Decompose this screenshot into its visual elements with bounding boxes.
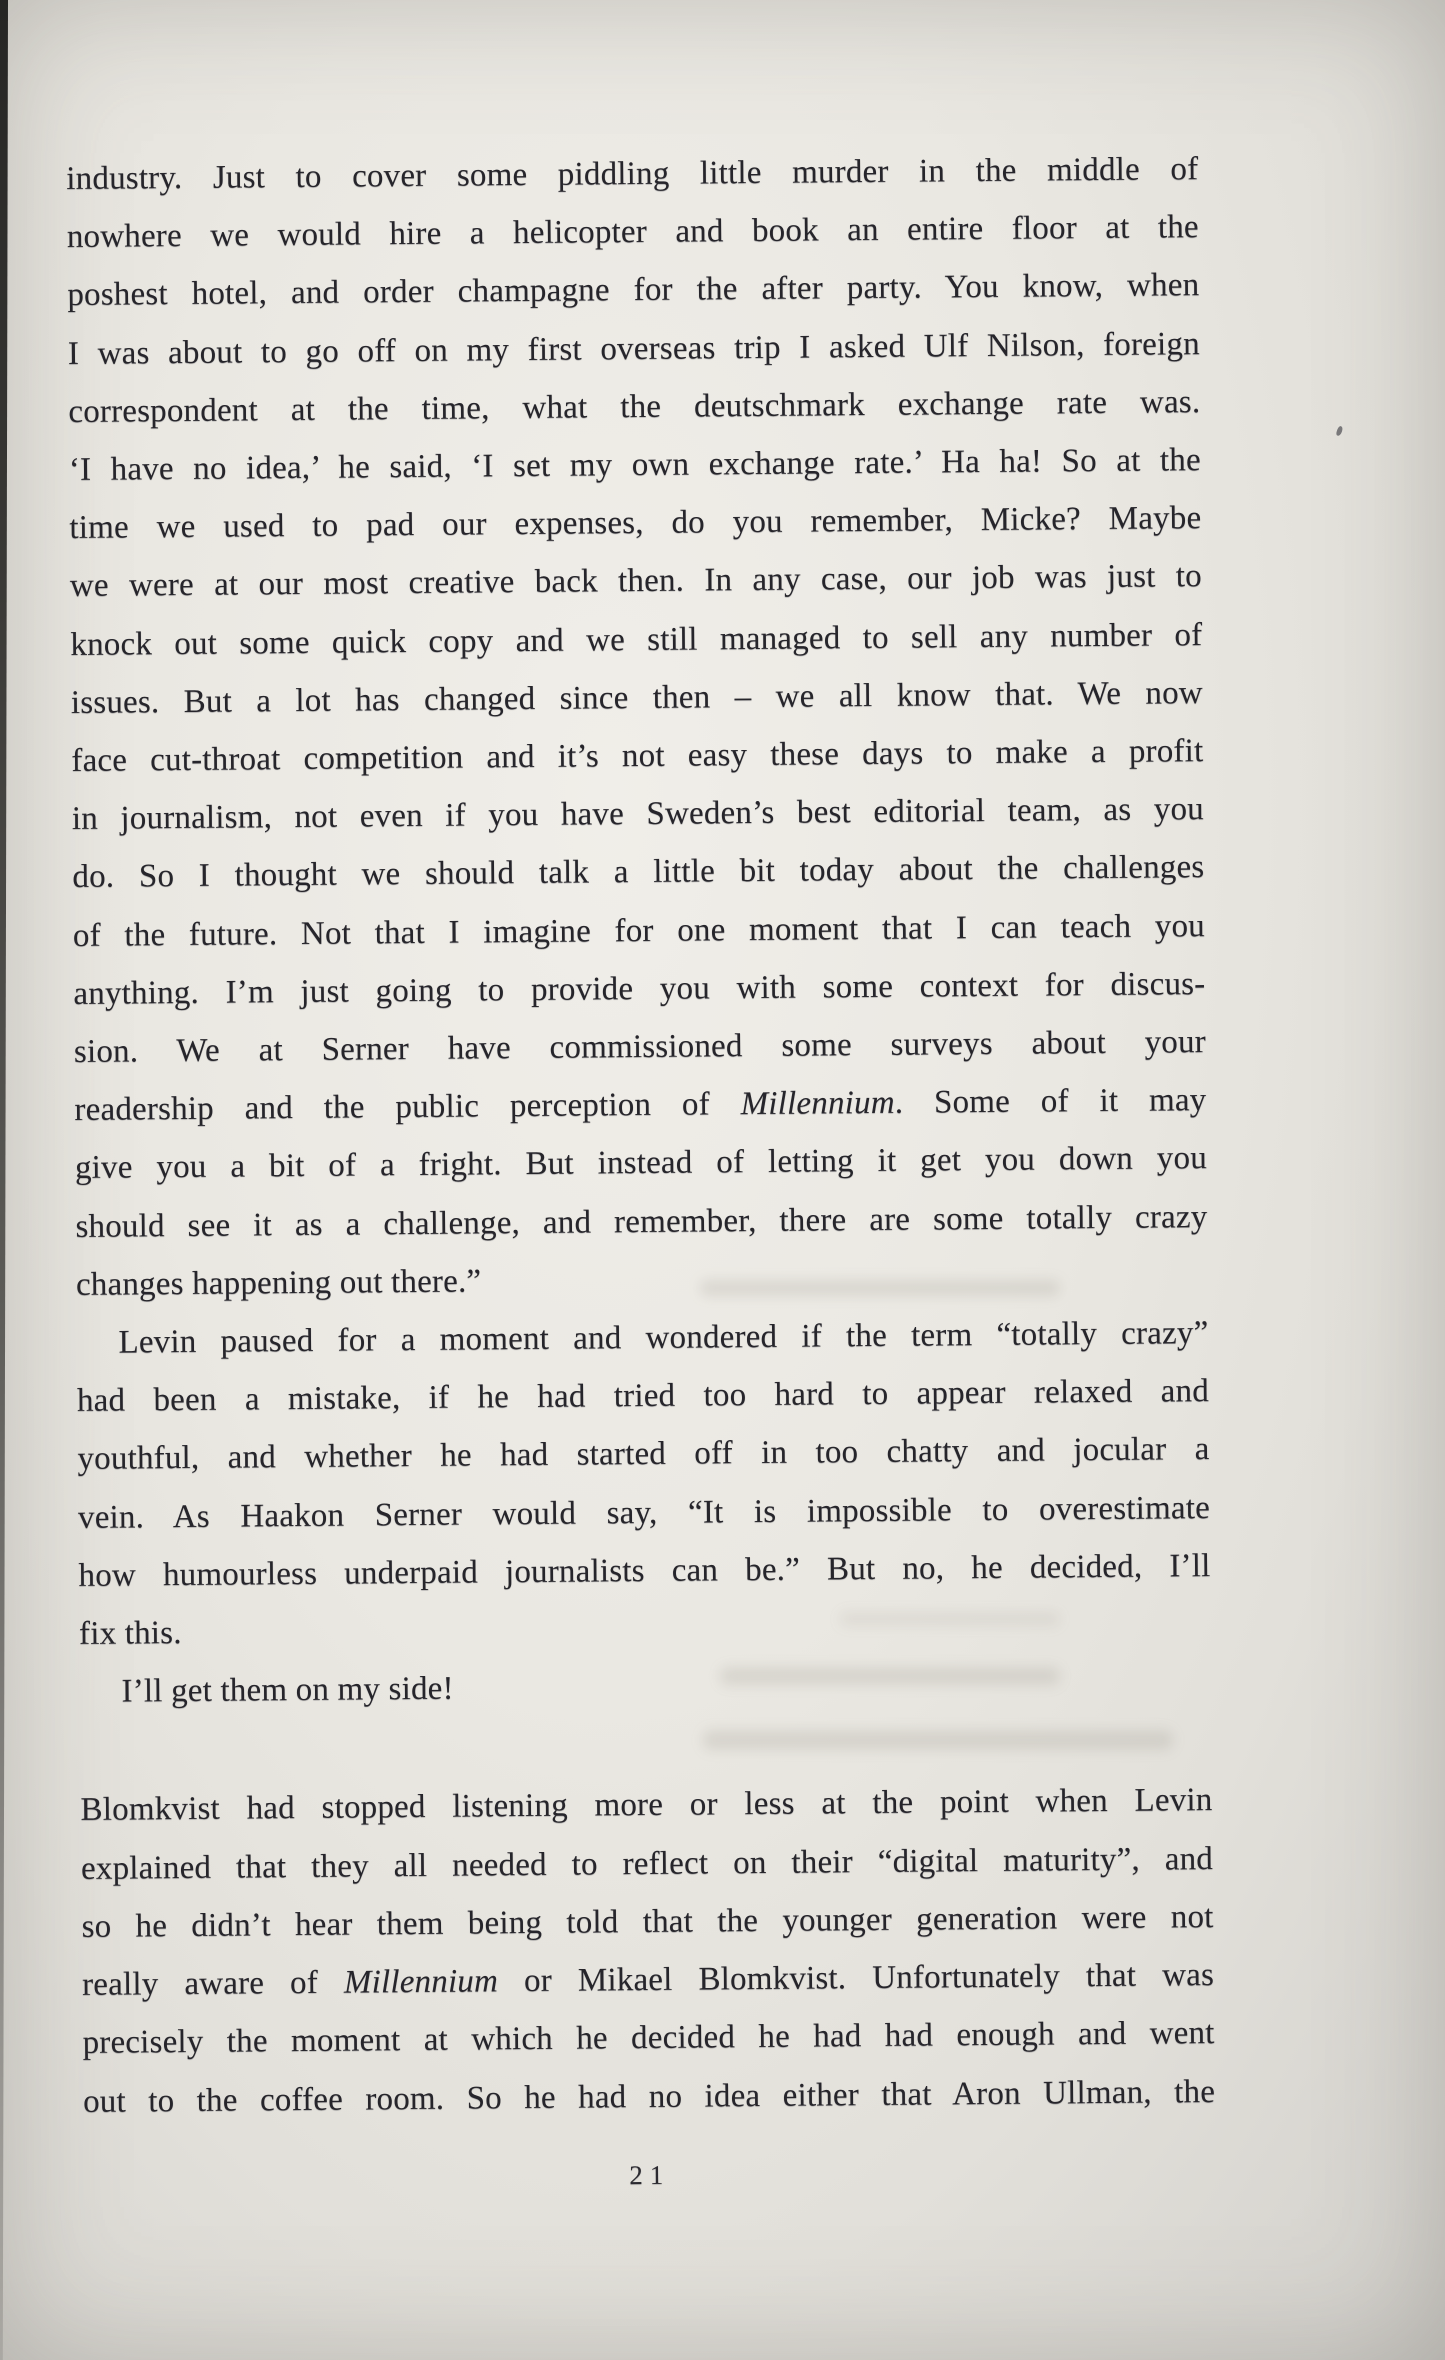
body-text: explained that they all needed to reflect on their “digital maturity”, and xyxy=(80,1840,1214,1887)
body-text: Blomkvist had stopped listening more or less at the point when Levin xyxy=(80,1782,1213,1829)
body-text: of the future. Not that I imagine for one moment that I can teach you xyxy=(72,907,1206,954)
paragraph xyxy=(80,1772,1215,2131)
text-line xyxy=(78,1479,1210,1547)
body-text: readership and the public perception of xyxy=(74,1086,741,1129)
text-line xyxy=(66,140,1198,208)
text-line xyxy=(71,664,1203,732)
text-line xyxy=(75,1130,1207,1198)
text-line xyxy=(82,1946,1214,2014)
body-text: youthful, and whether he had started off in too chatty and jocular a xyxy=(77,1431,1210,1478)
text-line xyxy=(70,606,1202,674)
text-line xyxy=(83,2063,1215,2131)
body-text: nowhere we would hire a helicopter and book an entire floor at the xyxy=(66,209,1199,256)
text-line xyxy=(75,1188,1207,1256)
text-line xyxy=(74,1071,1206,1139)
text-block xyxy=(66,140,1215,2131)
body-text: time we used to pad our expenses, do you remember, Micke? Maybe xyxy=(69,500,1202,547)
body-text: Levin paused for a moment and wondered if the term “totally crazy” xyxy=(118,1315,1209,1361)
body-text: had been a mistake, if he had tried too hard to appear relaxed and xyxy=(76,1373,1210,1420)
ink-speck xyxy=(1336,425,1344,436)
body-text: give you a bit of a fright. But instead of letting it get you down you xyxy=(74,1140,1208,1187)
body-text: we were at our most creative back then. In any case, our job was just to xyxy=(69,558,1203,605)
body-text: really aware of xyxy=(81,1964,345,2004)
text-line xyxy=(82,2004,1214,2072)
body-text: out to the coffee room. So he had no idea either that Aron Ullman, the xyxy=(82,2073,1216,2120)
text-line xyxy=(76,1304,1208,1372)
text-line xyxy=(71,722,1203,790)
body-text: ‘I have no idea,’ he said, ‘I set my own exchange rate.’ Ha ha! So at the xyxy=(68,442,1202,488)
text-line xyxy=(81,1888,1213,1956)
paragraph xyxy=(76,1304,1211,1663)
body-text: changes happening out there.” xyxy=(75,1263,482,1303)
paragraph xyxy=(79,1653,1211,1721)
text-line xyxy=(69,489,1201,557)
body-text: do. So I thought we should talk a little bit today about the challenges xyxy=(72,849,1205,896)
text-line xyxy=(73,897,1205,965)
body-text: so he didn’t hear them being told that the younger generation were not xyxy=(81,1898,1214,1945)
italic-text: Millennium xyxy=(343,1963,499,2001)
photo-edge xyxy=(0,0,8,2360)
body-text: should see it as a challenge, and remember, there are some totally crazy xyxy=(75,1198,1208,1245)
text-line xyxy=(77,1421,1209,1489)
body-text: poshest hotel, and order champagne for the after party. You know, when xyxy=(67,267,1200,314)
text-line xyxy=(72,839,1204,907)
body-text: anything. I’m just going to provide you with some context for discus- xyxy=(73,965,1206,1012)
text-line xyxy=(68,373,1200,441)
body-text: in journalism, not even if you have Sweden’s best editorial team, as you xyxy=(71,791,1205,838)
text-line xyxy=(77,1362,1209,1430)
paragraph xyxy=(66,140,1208,1314)
body-text: how humourless underpaid journalists can be.” But no, he decided, I’ll xyxy=(78,1547,1211,1594)
text-line xyxy=(76,1246,1208,1314)
text-line xyxy=(72,780,1204,848)
text-line xyxy=(67,198,1199,266)
text-line xyxy=(69,431,1201,499)
italic-text: Millennium xyxy=(740,1085,895,1123)
body-text: issues. But a lot has changed since then – we all know that. We now xyxy=(70,674,1204,721)
body-text: vein. As Haakon Serner would say, “It is impossible to overestimate xyxy=(77,1489,1211,1536)
text-line xyxy=(68,315,1200,383)
text-line xyxy=(74,1013,1206,1081)
body-text: fix this. xyxy=(78,1615,182,1652)
book-page xyxy=(66,140,1216,2196)
text-line xyxy=(70,548,1202,616)
body-text: I was about to go off on my first overseas trip I asked Ulf Nilson, foreign xyxy=(67,325,1200,372)
text-line xyxy=(67,257,1199,325)
body-text: . Some of it may xyxy=(894,1082,1207,1122)
text-line xyxy=(79,1653,1211,1721)
body-text: face cut-throat competition and it’s not easy these days to make a profit xyxy=(71,733,1204,779)
body-text: or Mikael Blomkvist. Unfortunately that was xyxy=(497,1957,1215,2000)
page-number: 21 xyxy=(629,2159,671,2190)
text-line xyxy=(73,955,1205,1023)
body-text: sion. We at Serner have commissioned some surveys about your xyxy=(73,1024,1207,1070)
body-text: industry. Just to cover some piddling little murder in the middle of xyxy=(66,151,1199,197)
text-line xyxy=(80,1772,1212,1840)
body-text: knock out some quick copy and we still managed to sell any number of xyxy=(70,616,1203,663)
text-line xyxy=(78,1537,1210,1605)
body-text: I’ll get them on my side! xyxy=(121,1670,454,1710)
body-text: correspondent at the time, what the deutschmark exchange rate was. xyxy=(68,383,1201,430)
body-text: precisely the moment at which he decided he had had enough and went xyxy=(82,2015,1215,2062)
text-line xyxy=(81,1830,1213,1898)
text-line xyxy=(79,1595,1211,1663)
